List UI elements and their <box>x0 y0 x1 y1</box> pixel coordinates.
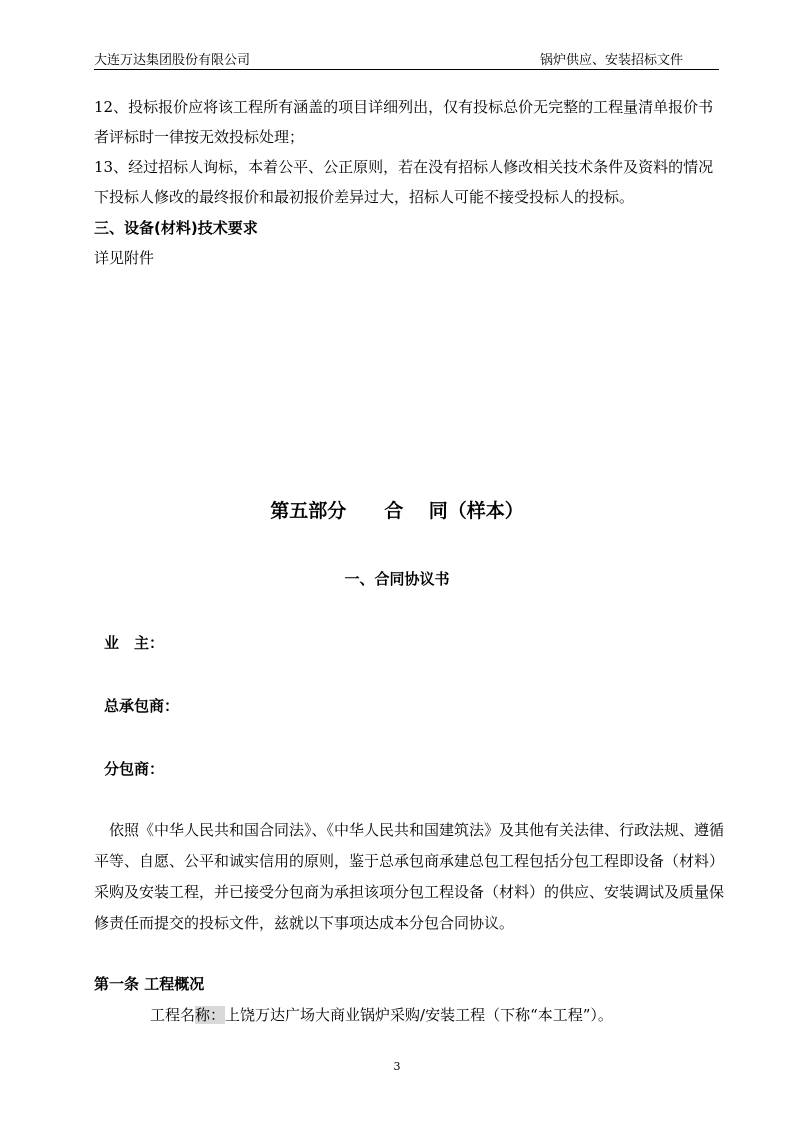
page-number: 3 <box>393 1060 401 1073</box>
party-general-contractor: 总承包商： <box>104 697 180 715</box>
project-name-prefix: 工程名 <box>150 1006 196 1024</box>
page-header <box>94 47 719 70</box>
party-owner: 业 主： <box>104 634 165 652</box>
section-3-body: 详见附件 <box>94 249 155 267</box>
agreement-subtitle: 一、合同协议书 <box>344 570 450 588</box>
project-name-value: 上饶万达广场大商业锅炉采购/安装工程（下称“本工程”）。 <box>225 1006 613 1024</box>
project-name-label: 称： <box>195 1006 226 1024</box>
header-company: 大连万达集团股份有限公司 <box>94 53 251 68</box>
party-subcontractor: 分包商： <box>104 760 165 778</box>
preamble-paragraph: 依照《中华人民共和国合同法》、《中华人民共和国建筑法》及其他有关法律、行政法规、遵循平等、自愿、公平和诚实信用的原则，鉴于总承包商承建总包工程包括分包工程即设备（材料）采购及安装工程，并已接受分包商为承担该项分包工程设备（材料）的供应、安装调试及质量保修责任而提交的投标文件，兹就以下事项达成本分包合同协议。 <box>94 821 725 932</box>
header-doc-title: 锅炉供应、安装招标文件 <box>539 53 683 68</box>
part-5-title: 第五部分 合 同（样本） <box>270 500 524 522</box>
article-1-heading: 第一条 工程概况 <box>94 975 205 993</box>
clause-13: 13、经过招标人询标，本着公平、公正原则，若在没有招标人修改相关技术条件及资料的情况下投标人修改的最终报价和最初报价差异过大，招标人可能不接受投标人的投标。 <box>94 158 714 206</box>
clause-12: 12、投标报价应将该工程所有涵盖的项目详细列出，仅有投标总价无完整的工程量清单报价书者评标时一律按无效投标处理； <box>94 98 714 146</box>
project-name-line <box>150 1000 730 1030</box>
section-3-heading: 三、设备(材料)技术要求 <box>94 219 258 237</box>
